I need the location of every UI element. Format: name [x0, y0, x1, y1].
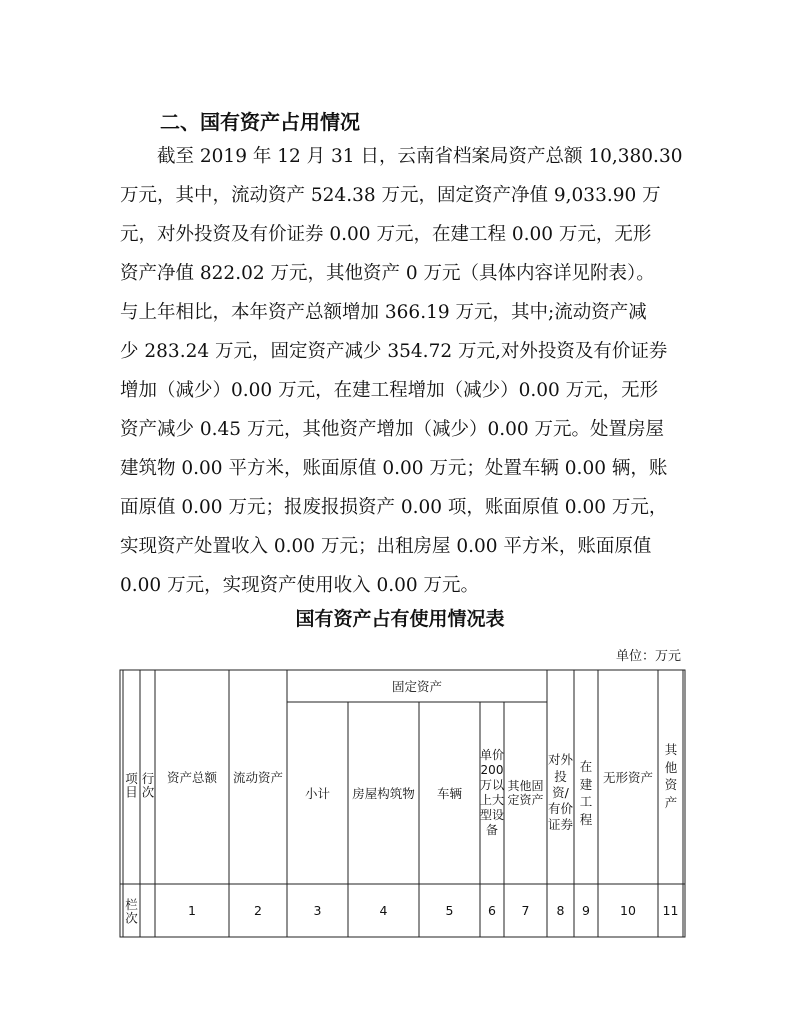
column-number: 3	[313, 903, 322, 918]
column-number: 7	[521, 903, 530, 918]
paragraph-line: 面原值 0.00 万元；报废报损资产 0.00 项，账面原值 0.00 万元，	[120, 497, 668, 518]
header-construction: 在建工程	[579, 759, 593, 827]
header-investment: 对外投资/有价证券	[548, 752, 574, 833]
column-number: 10	[620, 903, 636, 918]
header-total-assets: 资产总额	[166, 769, 217, 785]
header-large-equipment: 单价200万以上大型设备	[480, 748, 505, 837]
column-number: 6	[488, 903, 496, 918]
header-other-assets: 其他资产	[664, 742, 678, 810]
column-row-label: 栏次	[123, 897, 139, 925]
column-number: 2	[254, 903, 262, 918]
header-subtotal: 小计	[304, 785, 330, 801]
header-other-fixed: 其他固定资产	[507, 778, 544, 807]
paragraph-line: 截至 2019 年 12 月 31 日，云南省档案局资产总额 10,380.30	[157, 146, 683, 167]
header-item: 项目	[123, 771, 139, 799]
header-current-assets: 流动资产	[232, 769, 283, 785]
column-number: 11	[662, 903, 679, 918]
column-number: 9	[582, 903, 590, 918]
header-row-no: 行次	[140, 771, 155, 799]
column-number: 1	[188, 903, 196, 918]
header-vehicles: 车辆	[436, 785, 462, 801]
paragraph-line: 建筑物 0.00 平方米，账面原值 0.00 万元；处置车辆 0.00 辆，账	[120, 458, 668, 479]
paragraph-line: 资产减少 0.45 万元，其他资产增加（减少）0.00 万元。处置房屋	[120, 419, 665, 440]
column-number: 4	[379, 903, 388, 918]
paragraph-line: 与上年相比，本年资产总额增加 366.19 万元，其中;流动资产减	[120, 302, 647, 323]
header-intangible: 无形资产	[602, 769, 653, 785]
paragraph-line: 万元，其中，流动资产 524.38 万元，固定资产净值 9,033.90 万	[120, 185, 661, 206]
header-buildings: 房屋构筑物	[352, 785, 415, 801]
paragraph-line: 0.00 万元，实现资产使用收入 0.00 万元。	[120, 575, 480, 596]
section-heading: 二、国有资产占用情况	[160, 110, 360, 134]
paragraph-line: 实现资产处置收入 0.00 万元；出租房屋 0.00 平方米，账面原值	[120, 536, 652, 557]
paragraph-line: 增加（减少）0.00 万元，在建工程增加（减少）0.00 万元，无形	[120, 380, 659, 401]
column-number: 5	[445, 903, 454, 918]
table-unit: 单位：万元	[616, 649, 682, 664]
header-fixed-assets: 固定资产	[391, 678, 442, 694]
paragraph-line: 资产净值 822.02 万元，其他资产 0 万元（具体内容详见附表）。	[120, 263, 655, 284]
paragraph-line: 元，对外投资及有价证券 0.00 万元，在建工程 0.00 万元，无形	[120, 224, 652, 245]
paragraph-line: 少 283.24 万元，固定资产减少 354.72 万元,对外投资及有价证券	[120, 341, 668, 362]
table-title: 国有资产占有使用情况表	[295, 608, 505, 630]
column-number: 8	[556, 903, 565, 918]
